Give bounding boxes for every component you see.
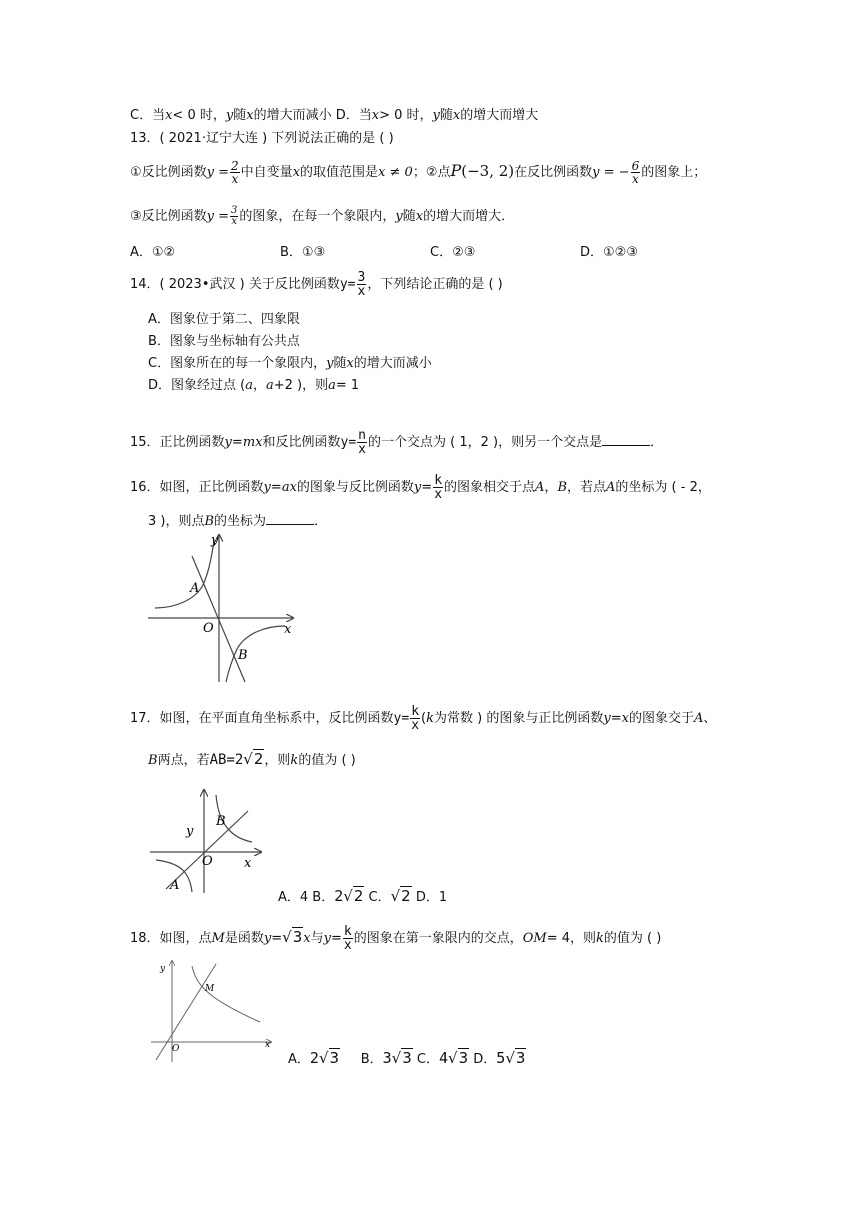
q16-label-y: y — [211, 533, 219, 548]
q16-label-o: O — [203, 621, 214, 636]
q17-question-line2: B两点，若AB=2√2，则k的值为 ( ) — [148, 750, 356, 768]
q18-label-m: M — [205, 984, 215, 994]
q13-statement-3: ③反比例函数y = $\frac{3}{x}$ 的图象，在每一个象限内，y随x的增大而增大． — [130, 205, 515, 227]
q17-label-x: x — [244, 856, 252, 871]
q17-label-o: O — [202, 854, 213, 869]
q18-hyperbola — [192, 966, 260, 1022]
q14-option-b[interactable]: B．图象与坐标轴有公共点 — [148, 334, 300, 349]
q17-options[interactable]: A．4 B．2√2 C．√2 D．1 — [278, 887, 448, 905]
q16-hyperbola-lower — [226, 626, 285, 682]
q18-label-y: y — [160, 964, 166, 974]
q17-label-a: A — [170, 878, 180, 893]
q13-stem: 13．( 2021·辽宁大连 ) 下列说法正确的是 ( ) — [130, 131, 394, 146]
q16-question-line1: 16．如图，正比例函数y=ax的图象与反比例函数y= $\frac{k}{x}$ 的图象相交于点A，B，若点A的坐标为 ( - 2， — [130, 473, 711, 502]
q16-answer-blank[interactable] — [266, 512, 314, 525]
q18-figure — [148, 958, 276, 1064]
q18-question: 18．如图，点M是函数y=√3x与y= $\frac{k}{x}$ 的图象在第一象限内的交点，OM= 4，则k的值为 ( ) — [130, 924, 662, 953]
q15-question: 15．正比例函数y=mx和反比例函数y= $\frac{n}{x}$ 的一个交点为 ( 1，2 )，则另一个交点是 ． — [130, 428, 664, 457]
q14-option-c[interactable]: C．图象所在的每一个象限内，y随x的增大而减小 — [148, 356, 432, 371]
q16-label-b: B — [238, 648, 248, 663]
q18-label-o: O — [172, 1044, 180, 1054]
q17-label-b: B — [216, 814, 226, 829]
q17-label-y: y — [186, 824, 194, 839]
q13-option-d[interactable]: D．①②③ — [580, 245, 638, 260]
q16-label-x: x — [284, 622, 292, 637]
q13-statement-1-2: ①反比例函数y = $\frac{2}{x}$ 中自变量x的取值范围是x ≠ 0；②点P(−3, 2)在反比例函数y = − $\frac{6}{x}$ 的图象上； — [130, 159, 707, 186]
q16-hyperbola-upper — [155, 540, 214, 608]
q16-figure — [145, 530, 300, 685]
q15-answer-blank[interactable] — [602, 433, 650, 446]
q13-option-a[interactable]: A．①② — [130, 245, 176, 260]
q17-question-line1: 17．如图，在平面直角坐标系中，反比例函数y= $\frac{k}{x}$ (k为常数 ) 的图象与正比例函数y=x的图象交于A、 — [130, 704, 717, 733]
q13-option-b[interactable]: B．①③ — [280, 245, 326, 260]
q14-option-a[interactable]: A．图象位于第二、四象限 — [148, 312, 300, 327]
q18-line — [156, 964, 216, 1060]
q16-label-a: A — [190, 581, 200, 596]
q18-label-x: x — [265, 1040, 271, 1050]
q16-question-line2: 3 )，则点B的坐标为 ． — [148, 514, 328, 529]
q13-option-c[interactable]: C．②③ — [430, 245, 476, 260]
q14-option-d[interactable]: D．图象经过点 (a，a+2 )，则a= 1 — [148, 378, 360, 393]
q12-options: C．当x< 0 时，y随x的增大而减小 D．当x> 0 时，y随x的增大而增大 — [130, 108, 539, 123]
q18-options[interactable]: A．2√3 B．3√3 C．4√3 D．5√3 — [288, 1049, 526, 1067]
q17-figure — [148, 787, 268, 897]
q14-stem: 14．( 2023•武汉 ) 关于反比例函数y= $\frac{3}{x}$ ，下列结论正确的是 ( ) — [130, 270, 503, 299]
